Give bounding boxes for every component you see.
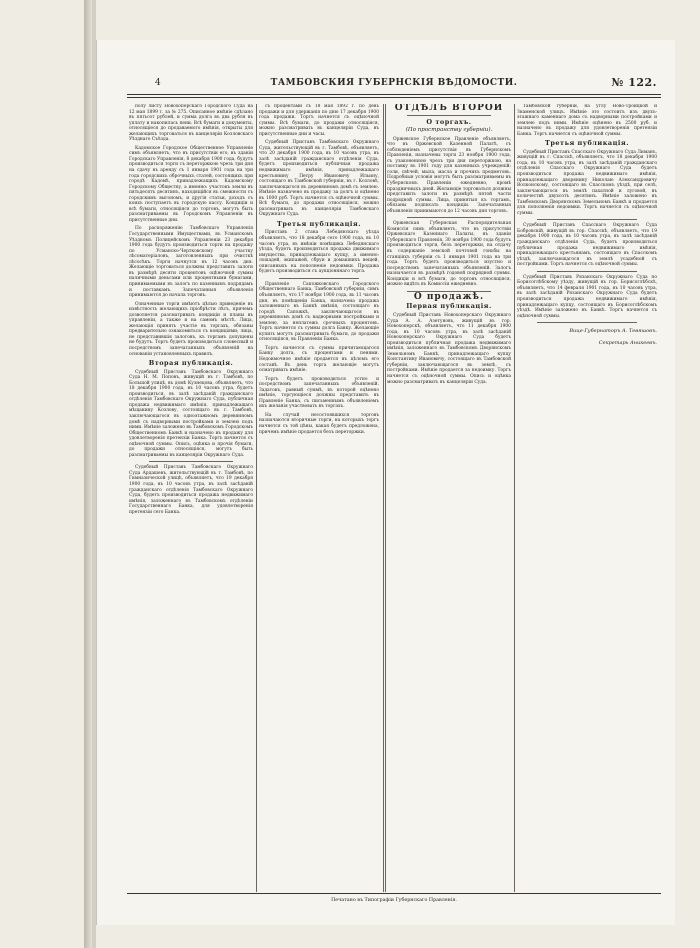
text-paragraph: Судебный Приставъ Тамбовскаго Окружнаго Суда Ардашевъ, жительствующій въ г. Тамбовѣ, по Гимназической улицѣ, объявляетъ, что 19 декабря 1900 года, въ 10 часовъ утра, въ залѣ засѣданій гражданскаго отдѣленія Тамбовскаго Окружнаго Суда, будетъ производиться продажа недвижимаго имѣнія, заложеннаго въ Тамбовскомъ отдѣленіи Государственнаго Банка, для удовлетворенія претензіи сего Банка. xyxy=(129,465,253,515)
separator xyxy=(407,115,491,116)
text-paragraph: Судебный Приставъ Тамбовскаго Окружнаго Суда, жительствующій въ г. Тамбовѣ, объявляетъ, что 20 декабря 1900 года, въ 10 часовъ утра, въ залѣ засѣданій гражданскаго отдѣленія Суда, будетъ производиться публичная продажа недвижимаго имѣнія, принадлежащаго крестьянину Петру Ивановичу Ильину, состоящаго въ Тамбовской губерніи, въ г. Козловѣ, заключающагося въ деревянномъ домѣ съ землею. Имѣніе назначено въ продажу за долгъ и оцѣнено въ 1000 руб. Торгъ начнется съ оцѣночной суммы. Всѣ бумаги, до продажи относящіяся, можно разсматривать въ канцеляріи Тамбовскаго Окружнаго Суда. xyxy=(259,140,379,218)
text-paragraph: Судебный Приставъ Спасскаго Окружнаго Суда Бобровскій, живущій въ гор. Спасскѣ, объявляетъ, что 19 декабря 1900 года, въ 10 часовъ утра, въ залѣ засѣданій гражданскаго отдѣленія Суда, будетъ производиться публичная продажа недвижимаго имѣнія, принадлежащаго крестьянамъ, состоящаго въ Спасскомъ уѣздѣ, заключающагося въ землѣ усадебной съ постройками. Торгъ начнется съ оцѣночной суммы. xyxy=(517,223,657,268)
column-4 xyxy=(517,104,657,892)
text-paragraph: Судебный Приставъ Новохоперскаго Окружнаго Суда А. А. Азетуновъ, живущій въ гор. Новохоперскѣ, объявляетъ, что 11 декабря 1900 года, въ 10 часовъ утра, въ залѣ засѣданій Новохоперскаго Окружнаго Суда будетъ производиться публичная продажа недвижимаго имѣнія, заложеннаго въ Тамбовскомъ Дворянскомъ Земельномъ Банкѣ, принадлежащаго купцу Константину Ивановичу, состоящаго въ Тамбовской губерніи, заключающагося въ землѣ, съ постройками. Имѣніе продается за недоимку. Торгъ начнется съ оцѣночной суммы. Опись и оцѣнка можно разсматривать въ канцеляріи Суда. xyxy=(387,312,511,385)
text-paragraph: По распоряженію Тамбовскаго Управленія Государственными Имуществами, въ Усманскомъ Уѣздномъ Полицейскомъ Управленіи 23 декабря 1900 года будутъ производиться торги на продажу по Усманско-Чертковскому участку лѣсоматеріаловъ, заготовленныхъ при очисткѣ лѣсосѣкъ. Торги начнутся въ 12 часовъ дня. Желающіе торговаться должны представить залоги въ размѣрѣ десяти процентовъ оцѣночной суммы наличными деньгами или процентными бумагами, принимаемыми въ залогъ по казеннымъ подрядамъ и поставкамъ. Запечатанныя объявленія принимаются до начала торговъ. xyxy=(129,226,253,299)
text-paragraph: съ процентами съ 18 мая 1892 г. по день продажи и для удержанія по дню 17 декабря 1900 года продажи. Торгъ начнется съ оцѣночной суммы. Всѣ бумаги, до продажи относящіяся, можно разсматривать въ канцеляріи Суда, въ присутственные дни и часы. xyxy=(259,104,379,137)
footer-rule xyxy=(127,893,661,894)
text-paragraph: Приставъ 2 стана Лебедянскаго уѣзда объявляетъ, что 18 декабря сего 1900 года, въ 10 часовъ утра, въ имѣніи помѣщика Лебедянскаго уѣзда, будетъ производиться продажа движимаго имущества, принадлежащаго купцу, а именно: лошадей, экипажей, сбруи и домашнихъ вещей, описанныхъ на пополненіе недоимки. Продажа будетъ производиться съ аукціонннаго торга. xyxy=(259,230,379,275)
page-number: 4 xyxy=(155,78,162,88)
text-paragraph: Оржевская Губернская Распорядительная Комиссія симъ объявляетъ, что въ присутствіи Оржевскаго Казеннаго Палаты, въ зданіи Губернскаго Правленія, 30 ноября 1900 года будутъ производиться торги, безъ переторжки, на отдачу въ содержаніе земской почтовой гоньбы на станціяхъ губерніи съ 1 января 1901 года на три года. Торгъ будетъ производиться изустно и посредствомъ запечатанныхъ объявленій. Залогъ назначается въ размѣрѣ годовой подрядной суммы. Кондиціи и всѣ бумаги, до торговъ относящіяся, можно видѣть въ Комиссіи ежедневно. xyxy=(387,221,511,288)
text-paragraph: Судебный Приставъ Спасскаго Окружнаго Суда Лиманъ, живущій въ г. Спасскѣ, объявляетъ, что 18 декабря 1900 года, въ 10 часовъ утра, въ залѣ засѣданій гражданскаго отдѣленія Спасскаго Окружнаго Суда будетъ производиться продажа недвижимаго имѣнія, принадлежащаго дворянину Николаю Александровичу Волконскому, состоящаго въ Спасскомъ уѣздѣ, при селѣ, заключающагося въ землѣ пахатной и луговой, въ количествѣ двухсотъ десятинъ. Имѣніе заложено въ Тамбовскомъ Дворянскомъ Земельномъ Банкѣ и продается для пополненія недоимки. Торгъ начнется съ оцѣночной суммы. xyxy=(517,149,657,216)
issue-number: № 122. xyxy=(611,76,657,89)
separator xyxy=(279,278,359,279)
text-paragraph: Кадомское Городское Общественное Управленіе симъ объявляетъ, что въ присутствіи его, въ зданіи Городскаго Управленія, 8 декабря 1900 года, будутъ производиться торги съ переторжкою чрезъ три дня на сдачу въ аренду съ 1 января 1901 года на три года городскихъ оброчныхъ статей, состоящихъ при городѣ Кадомѣ, принадлежащихъ Кадомскому Городскому Обществу, а именно: участокъ земли въ пятьдесятъ десятинъ, находящійся въ смежности съ городскимъ выгономъ, и другія статьи, доходъ съ коихъ поступаетъ въ городскую кассу. Кондиціи и всѣ бумаги, относящіяся до торговъ, могутъ быть разсматриваемы въ Городскомъ Управленіи въ присутственные дни. xyxy=(129,145,253,223)
printer-imprint: Печатано въ Типографіи Губернскаго Правленія. xyxy=(331,898,457,903)
subsection-heading: О торгахъ. xyxy=(426,117,472,126)
section-heading: Третья публикація. xyxy=(545,139,629,148)
page-header xyxy=(127,78,661,92)
text-paragraph: Торгъ будетъ производиться устно и посредствомъ запечатанныхъ объявленій. Задатокъ, равный суммѣ, въ которой оцѣнено имѣніе, торгующіеся должны представить въ Правленіе Банка, съ письменнымъ объявленіемъ ихъ желанія участвовать въ торгахъ. xyxy=(259,376,379,410)
separator xyxy=(537,219,637,220)
column-2 xyxy=(259,104,379,892)
column-divider-3 xyxy=(514,104,515,892)
section-heading: Третья публикація. xyxy=(277,219,361,228)
separator xyxy=(537,322,637,323)
separator xyxy=(149,461,233,462)
column-divider-1 xyxy=(256,104,257,892)
header-rule xyxy=(127,94,661,95)
signature-secretary: Секретарь Аникеевъ. xyxy=(598,339,657,346)
text-paragraph: На случай несостоявшихся торговъ назначаются вторичные торги, на которыхъ торгъ начнется съ той цѣны, какая будетъ предложена, причемъ имѣніе продается безъ переторжки. xyxy=(259,412,379,435)
column-divider-2 xyxy=(383,104,384,892)
text-paragraph: Тамбовской губерніи, на углу Ново-Троицкой и Знаменской улицъ. Имѣніе это состоитъ изъ двухъ-этажнаго каменнаго дома съ надворными постройками и землею подъ ними. Имѣніе оцѣнено въ 2500 руб. и назначено въ продажу для удовлетворенія претензіи Банка. Торгъ начнется съ оцѣночной суммы. xyxy=(517,104,657,137)
subsection-note: (По пространству губерніи). xyxy=(405,127,493,134)
column-1 xyxy=(129,104,253,892)
section-title: ОТДѢЛЪ ВТОРОЙ xyxy=(394,104,504,113)
subsection-title: О продажѣ. xyxy=(413,291,485,302)
text-paragraph: Правленіе Сапожковскаго Городского Общественнаго Банка, Тамбовской губерніи, симъ объявляетъ, что 17 ноября 1900 года, въ 11 часовъ дня, въ помѣщеніи Банка, назначена продажа заложеннаго въ Банкѣ имѣнія, состоящаго въ городѣ Сапожкѣ, заключающагося въ деревянномъ домѣ съ надворными постройками и землею, за неплатежъ срочныхъ процентовъ. Торгъ начнется съ суммы долга Банку. Желающіе купить могутъ разсматривать бумаги, до продажи относящіяся, въ Правленіи Банка. xyxy=(259,281,379,343)
column-divider-2b xyxy=(385,104,386,892)
text-paragraph: Означенные торги имѣютъ цѣлью приведеніе въ извѣстность желающихъ пріобрѣсти лѣсъ, причемъ дозволяется разсматривать кондиціи и планы въ управленіи, а также и на самомъ мѣстѣ. Лица, желающія принять участіе въ торгахъ, обязаны предварительно ознакомиться съ кондиціями; лица, не представившія залоговъ, къ торгамъ допущены не будутъ. Торгъ будетъ производиться словесный и посредствомъ запечатанныхъ объявленій на основаніи установленныхъ правилъ. xyxy=(129,301,253,357)
separator xyxy=(537,271,637,272)
text-paragraph: Судебный Приставъ Тамбовскаго Окружнаго Суда Н. М. Поповъ, живущій въ г. Тамбовѣ, по Большой улицѣ, въ домѣ Кузнецова, объявляетъ, что 18 декабря 1900 года, въ 10 часовъ утра, будетъ производиться, въ залѣ засѣданій гражданскаго отдѣленія Тамбовскаго Окружнаго Суда, публичная продажа недвижимаго имѣнія, принадлежащаго мѣщанину Козлову, состоящаго въ г. Тамбовѣ, заключающагося въ одноэтажномъ деревянномъ домѣ съ надворными постройками и землею подъ ними. Имѣніе заложено въ Тамбовскомъ Городскомъ Общественномъ Банкѣ и назначено въ продажу для удовлетворенія претензіи Банка. Торгъ начнется съ оцѣночной суммы. Опись, оцѣнка и прочія бумаги, до продажи относящіяся, могутъ быть разсматриваемы въ канцеляріи Окружнаго Суда. xyxy=(129,369,253,458)
column-3 xyxy=(387,104,511,892)
newspaper-page xyxy=(96,40,675,925)
text-paragraph: Оржевское Губернское Правленіе объявляетъ, что въ Оржевской Казенной Палатѣ, съ соблюденіемъ присутствія въ Губернскомъ Правленіи, назначены торги 23 ноября 1900 года, съ узаконенною чрезъ три дня переторжкою, на поставку въ 1901 году для казенныхъ учрежденій: соли, свѣчей, мыла, масла и прочихъ предметовъ. Подробныя условія могутъ быть разсматриваемы въ Губернскомъ Правленіи ежедневно, кромѣ праздничныхъ дней. Желающіе торговаться должны представить залоги въ размѣрѣ пятой части подрядной суммы. Лица, принятыя къ торгамъ, обязаны подписать кондиціи. Запечатанныя объявленія принимаются до 12 часовъ дня торговъ. xyxy=(387,136,511,214)
text-paragraph: полу листу Новохоперскаго Городского Суда на 12 мая 1899 г. за № 275. Описанное имѣніе сдѣлано въ пятьсот рублей, и сумма долга въ два рубля въ уплату и накопилась пени. Всѣ бумаги и документы, относящіеся до продаваемого имѣнія, открыты для желающихъ торговаться въ канцеляріи Козловскаго Уѣзднаго Съѣзда. xyxy=(129,104,253,143)
section-heading: Первая публикація. xyxy=(406,302,492,311)
section-heading: Вторая публикація. xyxy=(148,359,234,368)
header-rule-2 xyxy=(127,97,661,98)
signature-vice-governor: Вице-Губернаторъ А. Тевяшовъ. xyxy=(569,328,657,335)
newspaper-title: ТАМБОВСКИЯ ГУБЕРНСКІЯ ВѢДОМОСТИ. xyxy=(270,78,518,88)
separator xyxy=(407,217,491,218)
text-paragraph: Судебный Приставъ Рязанскаго Окружнаго Суда по Борисоглѣбскому уѣзду, живущій въ гор. Борисоглѣбскѣ, объявляетъ, что 14 февраля 1901 года, въ 10 часовъ утра, въ залѣ засѣданій Рязанскаго Окружнаго Суда будетъ производиться продажа недвижимаго имѣнія, принадлежащаго купцу, состоящаго въ Борисоглѣбскомъ уѣздѣ. Имѣніе заложено въ Банкѣ. Торгъ начнется съ оцѣночной суммы. xyxy=(517,274,657,319)
text-paragraph: Торгъ начнется съ суммы причитающагося Банку долга, съ процентами и пенями. Недоимочное имѣніе продается въ цѣломъ его составѣ. Въ день торга желающіе могутъ осматривать имѣніе. xyxy=(259,345,379,374)
binding-edge xyxy=(84,0,92,948)
